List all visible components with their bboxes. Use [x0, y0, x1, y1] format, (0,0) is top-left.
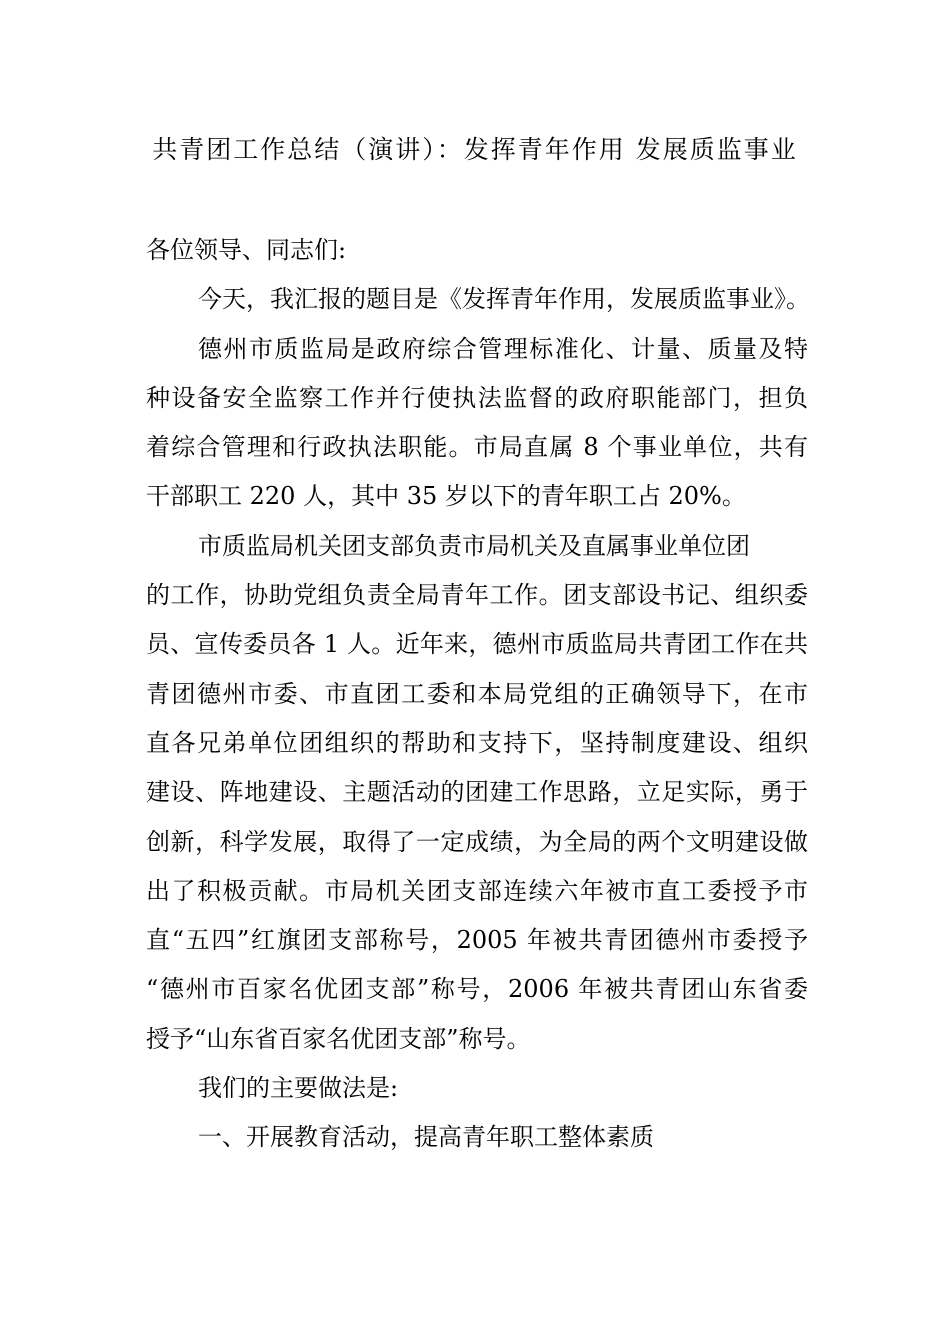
text-line: 我们的主要做法是: [198, 1074, 399, 1103]
text-line: 员、宣传委员各 1 人。近年来，德州市质监局共青团工作在共 [146, 630, 808, 659]
text-line: “德州市百家名优团支部”称号，2006 年被共青团山东省委 [146, 975, 808, 1004]
text-line: 德州市质监局是政府综合管理标准化、计量、质量及特 [198, 334, 808, 363]
text-line: 今天，我汇报的题目是《发挥青年作用，发展质监事业》。 [198, 285, 810, 314]
text-line: 出了积极贡献。市局机关团支部连续六年被市直工委授予市 [146, 876, 808, 905]
text-line: 干部职工 220 人，其中 35 岁以下的青年职工占 20%。 [146, 482, 746, 511]
text-line: 市质监局机关团支部负责市局机关及直属事业单位团 [198, 531, 750, 560]
text-line: 着综合管理和行政执法职能。市局直属 8 个事业单位，共有 [146, 433, 808, 462]
text-line: 直“五四”红旗团支部称号，2005 年被共青团德州市委授予 [146, 926, 808, 955]
document-title: 共青团工作总结（演讲）：发挥青年作用 发展质监事业 [152, 135, 798, 164]
text-line: 授予“山东省百家名优团支部”称号。 [146, 1024, 531, 1053]
text-line: 青团德州市委、市直团工委和本局党组的正确领导下，在市 [146, 679, 808, 708]
document-body [146, 226, 808, 1163]
text-line: 各位领导、同志们: [146, 236, 347, 264]
text-line: 直各兄弟单位团组织的帮助和支持下，坚持制度建设、组织 [146, 728, 808, 757]
text-line: 的工作，协助党组负责全局青年工作。团支部设书记、组织委 [146, 581, 808, 610]
text-line: 种设备安全监察工作并行使执法监督的政府职能部门，担负 [146, 383, 808, 412]
text-line: 创新，科学发展，取得了一定成绩，为全局的两个文明建设做 [146, 827, 808, 856]
text-line: 建设、阵地建设、主题活动的团建工作思路，立足实际，勇于 [146, 778, 808, 807]
text-line: 一、开展教育活动，提高青年职工整体素质 [198, 1123, 654, 1152]
